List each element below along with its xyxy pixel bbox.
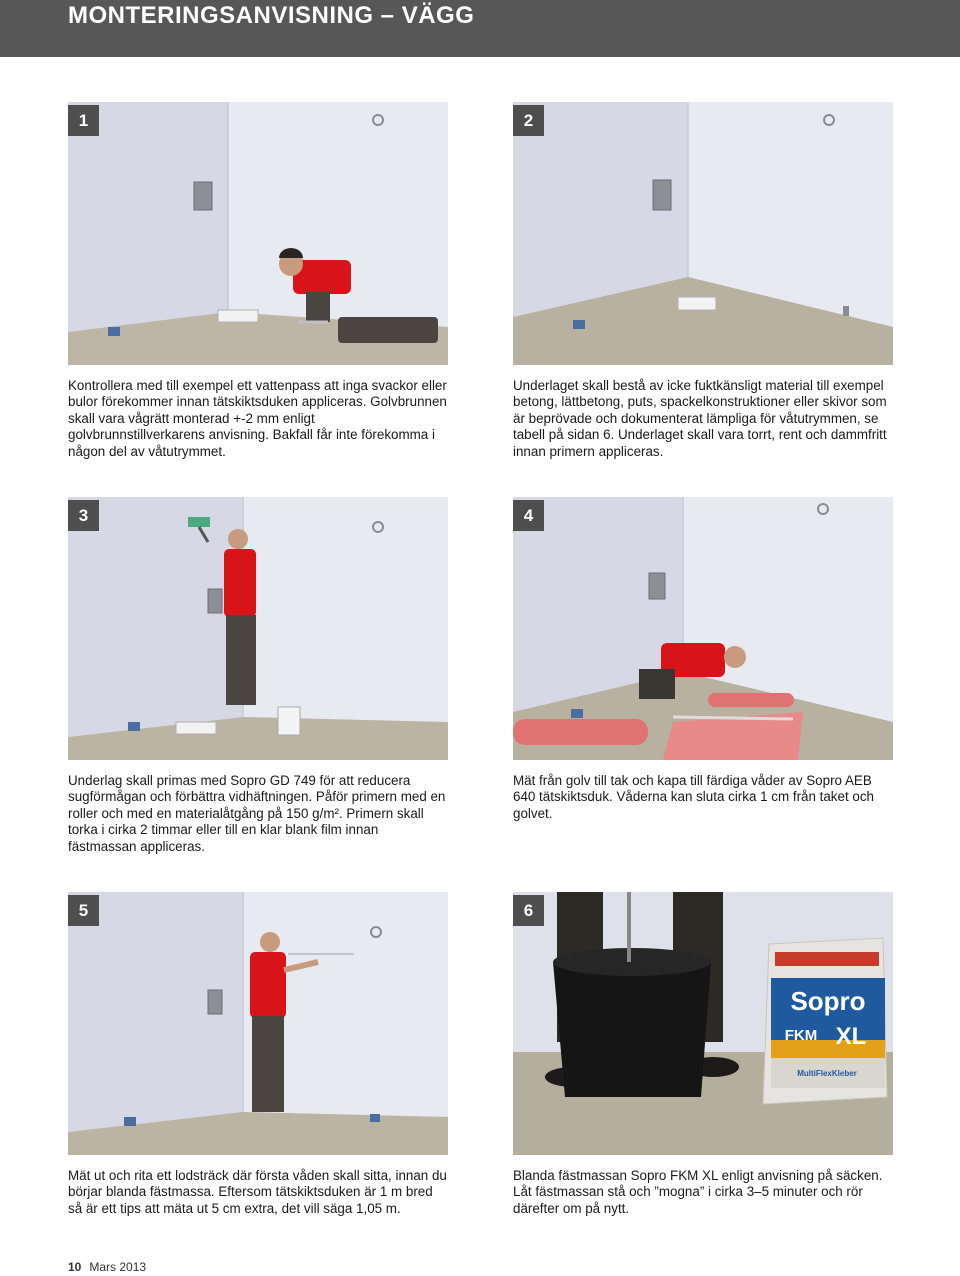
worker-shirt (224, 549, 256, 617)
step-5-illustration (68, 892, 448, 1155)
step-2-caption: Underlaget skall bestå av icke fuktkänsligt material till exempel betong, lättbetong, puts, spackelkonstruktioner eller skivor som är beprövade och dokumenterat lämpliga för våtutrymmen, se tabell på sidan 6. Underlaget skall vara torrt, rent och dammfritt innan primern appliceras. (513, 378, 887, 459)
step-5-photo (68, 892, 448, 1155)
publication-date: Mars 2013 (89, 1260, 147, 1274)
step-number-badge: 2 (513, 105, 544, 136)
page-header (0, 0, 960, 57)
worker-shirt (250, 952, 286, 1018)
step-3-caption: Underlag skall primas med Sopro GD 749 för att reducera sugförmågan och förbättra vidhäftningen. Påför primern med en roller och med en materialåtgång på 150 g/m². Primern skall torka i cirka 2 timmar eller till en klar blank film innan fästmassan appliceras. (68, 773, 446, 854)
step-1-illustration (68, 102, 448, 365)
step-4-illustration (513, 497, 893, 760)
step-3-illustration (68, 497, 448, 760)
step-4-caption: Mät från golv till tak och kapa till färdiga våder av Sopro AEB 640 tätskiktsduk. Våderna kan sluta cirka 1 cm från taket och golvet. (513, 773, 874, 821)
page-title: MONTERINGSANVISNING – VÄGG (68, 2, 475, 29)
step-number-badge: 5 (68, 895, 99, 926)
step-3-photo (68, 497, 448, 760)
step-number-badge: 1 (68, 105, 99, 136)
step-6-caption: Blanda fästmassan Sopro FKM XL enligt anvisning på säcken. Låt fästmassan stå och ”mogna” i cirka 3–5 minuter och rör därefter om på nytt. (513, 1168, 883, 1216)
bag-sub-label: MultiFlexKleber (797, 1069, 857, 1078)
step-1-photo (68, 102, 448, 365)
bag-size-label: XL (835, 1023, 867, 1050)
step-6-photo (513, 892, 893, 1155)
step-6-illustration (513, 892, 893, 1155)
step-2-photo (513, 102, 893, 365)
bag-brand-label: Sopro (790, 986, 866, 1016)
step-number-badge: 6 (513, 895, 544, 926)
step-2-illustration (513, 102, 893, 365)
step-4-photo (513, 497, 893, 760)
step-number-badge: 4 (513, 500, 544, 531)
page-footer (68, 1260, 146, 1274)
bag-product-label: FKM (784, 1027, 818, 1044)
step-1-caption: Kontrollera med till exempel ett vattenpass att inga svackor eller bulor förekommer innan tätskiktsduken appliceras. Golvbrunnen skall vara vågrätt monterad +-2 mm enligt golvbrunnstillverkarens anvisning. Bakfall får inte förekomma i någon del av våtutrymmet. (68, 378, 447, 459)
page-number: 10 (68, 1260, 82, 1274)
step-number-badge: 3 (68, 500, 99, 531)
step-5-caption: Mät ut och rita ett lodsträck där första våden skall sitta, innan du börjar blanda fästmassa. Eftersom tätskiktsduken är 1 m bred så är ett tips att mäta ut 5 cm extra, det vill säga 1,05 m. (68, 1168, 447, 1216)
